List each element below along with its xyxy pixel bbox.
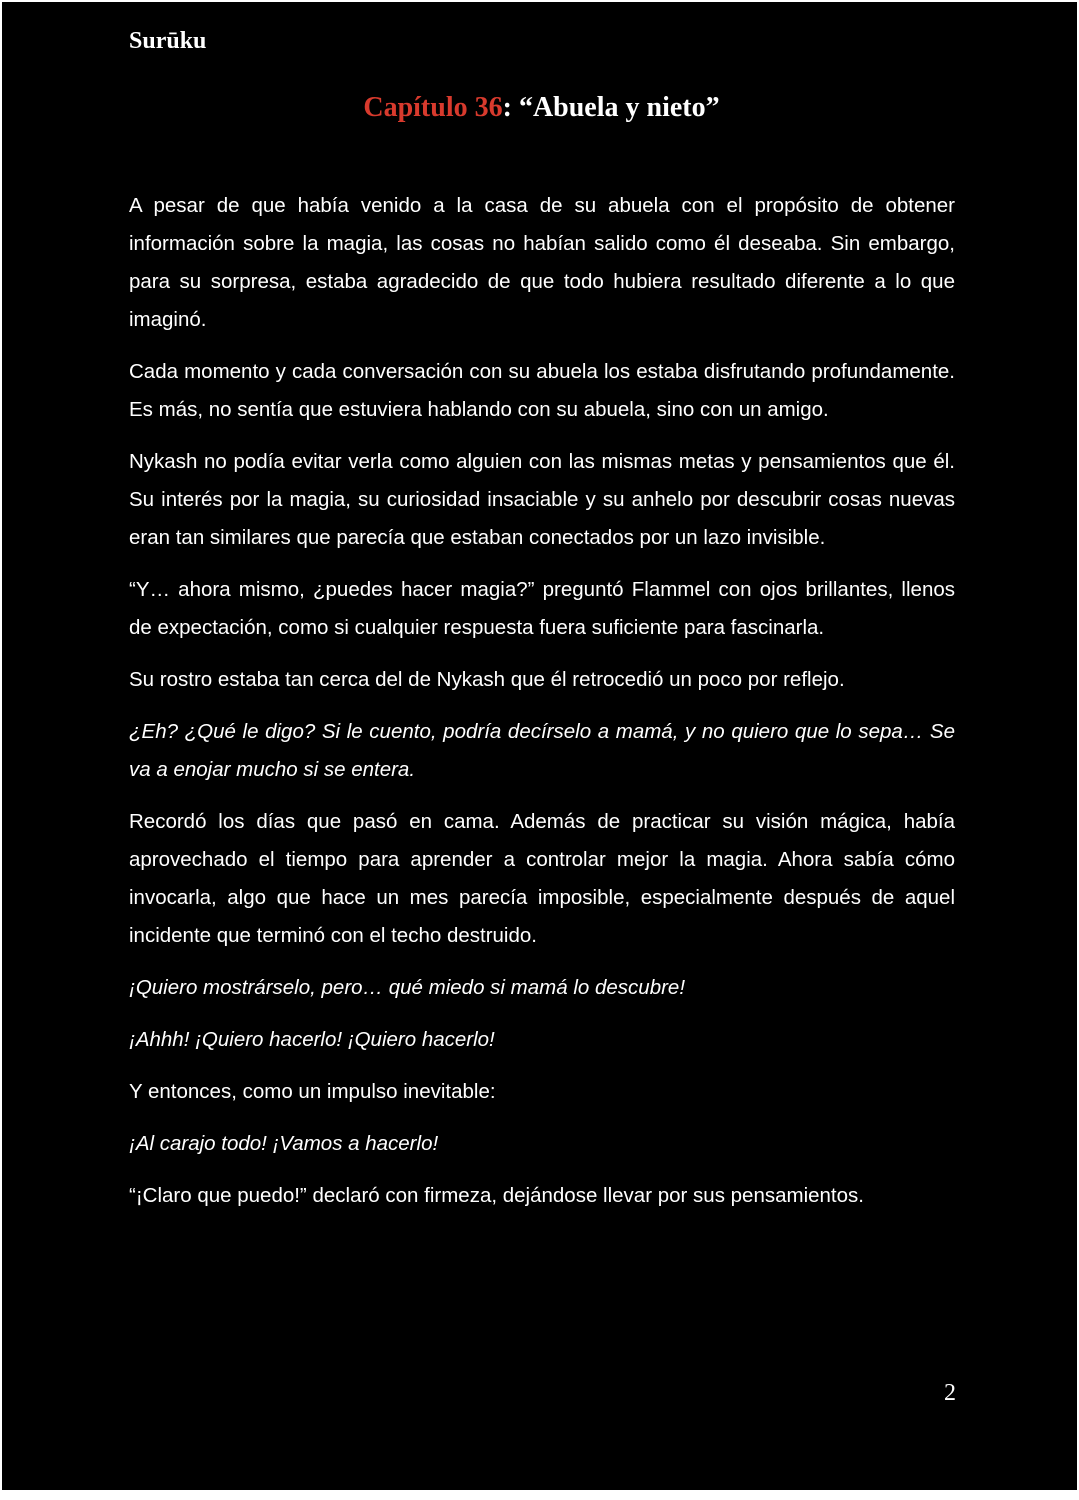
page-number: 2 (944, 1380, 956, 1406)
author-header: Surūku (129, 28, 207, 54)
paragraph-12: “¡Claro que puedo!” declaró con firmeza, dejándose llevar por sus pensamientos. (129, 1184, 864, 1207)
paragraph-1: A pesar de que había venido a la casa de su abuela con el propósito de obtener información sobre la magia, las cosas no habían salido como él deseaba. Sin embargo, para su sorpresa, estaba agradecido de que todo hubiera resultado diferente a lo que imaginó. (129, 194, 955, 331)
paragraph-7: Recordó los días que pasó en cama. Además de practicar su visión mágica, había aprovechado el tiempo para aprender a controlar mejor la magia. Ahora sabía cómo invocarla, algo que hace un mes parecía imposible, especialmente después de aquel incidente que terminó con el techo destruido. (129, 810, 955, 947)
paragraph-9-thought: ¡Ahhh! ¡Quiero hacerlo! ¡Quiero hacerlo! (129, 1028, 495, 1051)
paragraph-11-thought: ¡Al carajo todo! ¡Vamos a hacerlo! (129, 1132, 439, 1155)
chapter-body (129, 187, 955, 1229)
paragraph-2: Cada momento y cada conversación con su abuela los estaba disfrutando profundamente. Es más, no sentía que estuviera hablando con su abuela, sino con un amigo. (129, 360, 955, 421)
paragraph-5: Su rostro estaba tan cerca del de Nykash que él retrocedió un poco por reflejo. (129, 668, 845, 691)
paragraph-6-thought: ¿Eh? ¿Qué le digo? Si le cuento, podría decírselo a mamá, y no quiero que lo sepa… Se va a enojar mucho si se entera. (129, 720, 955, 781)
chapter-name: “Abuela y nieto” (518, 92, 720, 123)
paragraph-8-thought: ¡Quiero mostrárselo, pero… qué miedo si mamá lo descubre! (129, 976, 686, 999)
title-separator: : (502, 92, 519, 123)
chapter-number: Capítulo 36 (363, 92, 503, 123)
paragraph-3: Nykash no podía evitar verla como alguien con las mismas metas y pensamientos que él. Su interés por la magia, su curiosidad insaciable y su anhelo por descubrir cosas nuevas eran tan similares que parecía que estaban conectados por un lazo invisible. (129, 450, 955, 549)
document-page (2, 2, 1077, 1490)
paragraph-4: “Y… ahora mismo, ¿puedes hacer magia?” preguntó Flammel con ojos brillantes, llenos de expectación, como si cualquier respuesta fuera suficiente para fascinarla. (129, 578, 955, 639)
chapter-title (2, 90, 1079, 126)
paragraph-10: Y entonces, como un impulso inevitable: (129, 1080, 496, 1103)
